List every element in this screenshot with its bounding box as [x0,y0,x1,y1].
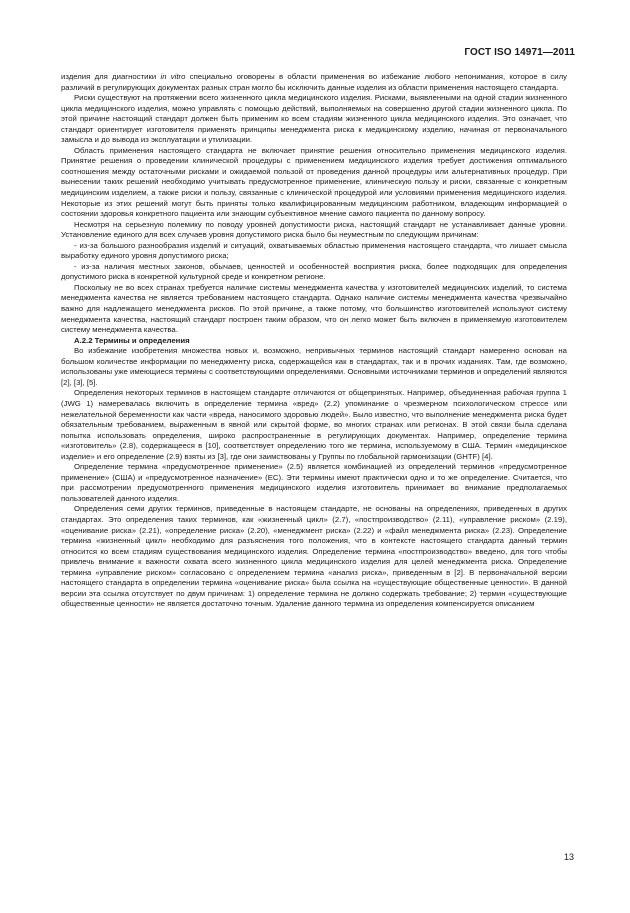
paragraph: Определение термина «предусмотренное применение» (2.5) является комбинацией из определений терминов «предусмотренное применение» (США) и «предусмотренное назначение» (ЕС). Эти термины имеют практически одно и то же определение. Считается, что при рассмотрении предусмотренного применения медицинского изделия изготовитель принимает во внимание предполагаемых пользователей данного изделия. [61,462,567,503]
paragraph: Определения некоторых терминов в настоящем стандарте отличаются от общепринятых. Например, объединенная рабочая группа 1 (JWG 1) намеревалась включить в определение термина «вред» (2.2) упоминание о чрезмерном психологическом стрессе или нежелательной беременности как части «вреда, наносимого здоровью людей». Было известно, что выполнение менеджмента риска будет обязательным требованием, выраженным в явной или скрытой форме, во многих странах или регионах. В этой связи была сделана попытка использовать определения, широко распространенные в регулирующих документах. Например, определение термина «изготовитель» (2.8), содержащееся в [10], соответствует определению того же термина, используемому в США. Термин «медицинское изделие» и его определение (2.9) взяты из [3], где они заимствованы у Группы по глобальной гармонизации (GHTF) [4]. [61,388,567,461]
paragraph: Риски существуют на протяжении всего жизненного цикла медицинского изделия. Рисками, выявленными на одной стадии жизненного цикла медицинского изделия, можно управлять с помощью действий, выполняемых на совершенно другой стадии жизненного цикла. По этой причине настоящий стандарт должен быть применим ко всем стадиям жизненного цикла медицинского изделия. Это означает, что стандарт ориентирует изготовителя применять принципы менеджмента риска к медицинскому изделию, начиная от первоначального замысла и до вывода из эксплуатации и утилизации. [61,93,567,145]
page-number: 13 [563,852,574,862]
document-body [61,72,567,610]
paragraph: Определения семи других терминов, приведенные в настоящем стандарте, не основаны на определениях, приведенных в других стандартах. Это определения таких терминов, как «жизненный цикл» (2.7), «постпроизводство» (2.11), «управление риском» (2.19), «оценивание риска» (2.21), «определение риска» (2.20), «менеджмент риска» (2.22) и «файл менеджмента риска» (2.23). Определение термина «жизненный цикл» необходимо для разъяснения того положения, что в контексте настоящего стандарта данный термин относится ко всем стадиям существования медицинского изделия. Определение термина «постпроизводство» введено, для того чтобы привлечь внимание к важности охвата всего жизненного цикла медицинского изделия для целей менеджмента риска. Определение термина «управление риском» согласовано с определением термина «анализ риска», приведенным в [2]. В первоначальной версии настоящего стандарта в определении термина «оценивание риска» была ссылка на «существующие общественные ценности». В данной версии эта ссылка отсутствует по двум причинам: 1) определение термина не должно содержать требование; 2) термин «существующие общественные ценности» не является достаточно точным. Удаление данного термина из определения компенсируется описанием [61,504,567,609]
paragraph: Несмотря на серьезную полемику по поводу уровней допустимости риска, настоящий стандарт не устанавливает данные уровни. Установление единого для всех случаев уровня допустимого риска было бы неуместным по следующим причинам: [61,219,567,240]
italic-term: in vitro [160,72,186,81]
paragraph: Поскольку не во всех странах требуется наличие системы менеджмента качества у изготовителей медицинских изделий, то система менеджмента качества не является требованием настоящего стандарта. Однако наличие системы менеджмента качества чрезвычайно важно для надлежащего менеджмента рисков. По этой причине, а также потому, что большинство изготовителей используют систему менеджмента качества, настоящий стандарт построен таким образом, что он легко может быть включен в применяемую изготовителем систему менеджмента качества. [61,282,567,335]
paragraph: изделия для диагностики in vitro специально оговорены в области применения во избежание любого непонимания, которое в силу различий в регулирующих документах разных стран могло бы исключить данные изделия из области применения настоящего стандарта. [61,72,568,92]
list-item: - из-за большого разнообразия изделий и ситуаций, охватываемых областью применения настоящего стандарта, что лишает смысла выработку единого уровня допустимого риска; [61,240,567,261]
paragraph: Во избежание изобретения множества новых и, возможно, непривычных терминов настоящий стандарт намеренно основан на большом количестве информации по менеджменту риска, содержащейся как в стандартах, так и в прочих изданиях. Там, где возможно, использованы уже имеющиеся термины с соответствующими определениями. Основными источниками терминов и определений являются [2], [3], [5]. [61,346,567,387]
section-heading: А.2.2 Термины и определения [74,335,190,345]
page-header-standard-id: ГОСТ ISO 14971—2011 [464,47,575,58]
paragraph: Область применения настоящего стандарта не включает принятие решения относительно применения медицинского изделия. Принятие решения о проведении клинической процедуры с применением медицинского изделия требует достижения оптимального соотношения между остаточными рисками и ожидаемой пользой от проведения данной процедуры или альтернативных процедур. При вынесении таких решений необходимо учитывать предусмотренное применение, клиническую пользу и риски, связанные с конкретным медицинским изделием, а также риски и пользу, связанные с клинической процедурой или условиями применения медицинского изделия. Некоторые из этих решений могут быть приняты только квалифицированным медицинским работником, владеющим информацией о состоянии здоровья конкретного пациента или знающим субъективное мнение самого пациента по данному вопросу. [61,145,567,219]
list-item: - из-за наличия местных законов, обычаев, ценностей и особенностей восприятия риска, более подходящих для определения допустимого риска в конкретной культурной среде и конкретном регионе. [61,261,567,282]
